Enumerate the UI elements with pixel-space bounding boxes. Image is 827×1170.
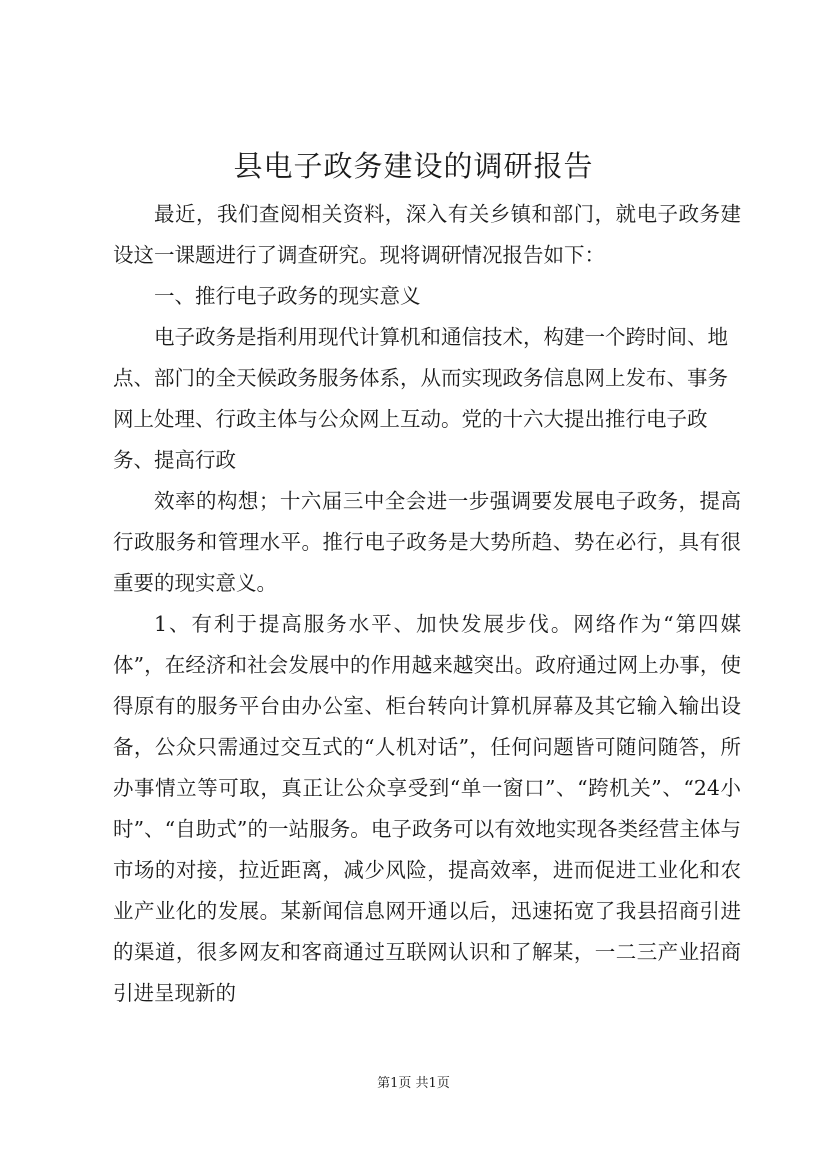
paragraph-point-1: 1、有利于提高服务水平、加快发展步伐。网络作为“第四媒体”，在经济和社会发展中的作用越来越突出。政府通过网上办事，使得原有的服务平台由办公室、柜台转向计算机屏幕及其它输入输出设备，公众只需通过交互式的“人机对话”，任何问题皆可随问随答，所办事情立等可取，真正让公众享受到“单一窗口”、“跨机关”、“24小时”、“自助式”的一站服务。电子政务可以有效地实现各类经营主体与市场的对接，拉近距离，减少风险，提高效率，进而促进工业化和农业产业化的发展。某新闻信息网开通以后，迅速拓宽了我县招商引进的渠道，很多网友和客商通过互联网认识和了解某，一二三产业招商引进呈现新的 <box>113 612 741 1005</box>
paragraph-intro: 最近，我们查阅相关资料，深入有关乡镇和部门，就电子政务建设这一课题进行了调查研究。现将调研情况报告如下： <box>113 202 741 267</box>
paragraph-efficiency: 效率的构想；十六届三中全会进一步强调要发展电子政务，提高行政服务和管理水平。推行电子政务是大势所趋、势在必行，具有很重要的现实意义。 <box>113 489 741 595</box>
page-number-footer: 第1页 共1页 <box>377 1076 450 1091</box>
paragraph-definition: 电子政务是指利用现代计算机和通信技术，构建一个跨时间、地点、部门的全天候政务服务体系，从而实现政务信息网上发布、事务网上处理、行政主体与公众网上互动。党的十六大提出推行电子政务、提高行政 <box>113 325 728 472</box>
document-title: 县电子政务建设的调研报告 <box>233 149 594 183</box>
document-body <box>113 194 741 1014</box>
section-heading-1: 一、推行电子政务的现实意义 <box>154 284 421 308</box>
